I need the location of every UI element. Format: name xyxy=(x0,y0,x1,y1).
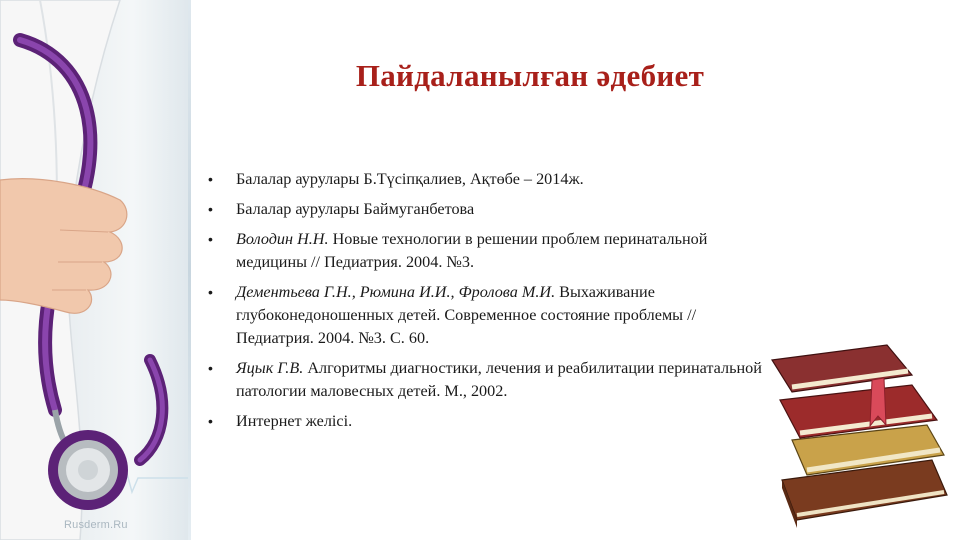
list-item: • Яцык Г.В. Алгоритмы диагностики, лечения и реабилитации перинатальной патологии маловесных детей. М., 2002. xyxy=(208,359,762,400)
bullet-icon: • xyxy=(208,231,213,247)
page-title: Пайдаланылған әдебиет xyxy=(355,58,705,93)
list-item: • Балалар аурулары Б.Түсіпқалиев, Ақтөбе – 2014ж. xyxy=(208,168,764,191)
bullet-icon: • xyxy=(208,360,213,376)
reference-list xyxy=(208,168,764,440)
bullet-icon: • xyxy=(208,201,213,217)
bullet-icon: • xyxy=(208,171,213,187)
list-item: • Балалар аурулары Баймуганбетова xyxy=(208,198,764,221)
bullet-icon: • xyxy=(208,284,213,300)
doctor-stethoscope-image xyxy=(0,0,190,540)
list-item: • Интернет желісі. xyxy=(208,410,764,433)
watermark: Rusderm.Ru xyxy=(64,519,128,531)
panel-divider xyxy=(188,0,191,540)
bullet-icon: • xyxy=(208,413,213,429)
books-stack-image xyxy=(762,330,952,535)
list-item: • Володин Н.Н. Новые технологии в решении проблем перинатальной медицины // Педиатрия. 2004. №3. xyxy=(208,230,708,271)
list-item: • Дементьева Г.Н., Рюмина И.И., Фролова М.И. Выхаживание глубоконедоношенных детей. Современное состояние проблемы // Педиатрия. 2004. №3. С. 60. xyxy=(208,283,697,347)
